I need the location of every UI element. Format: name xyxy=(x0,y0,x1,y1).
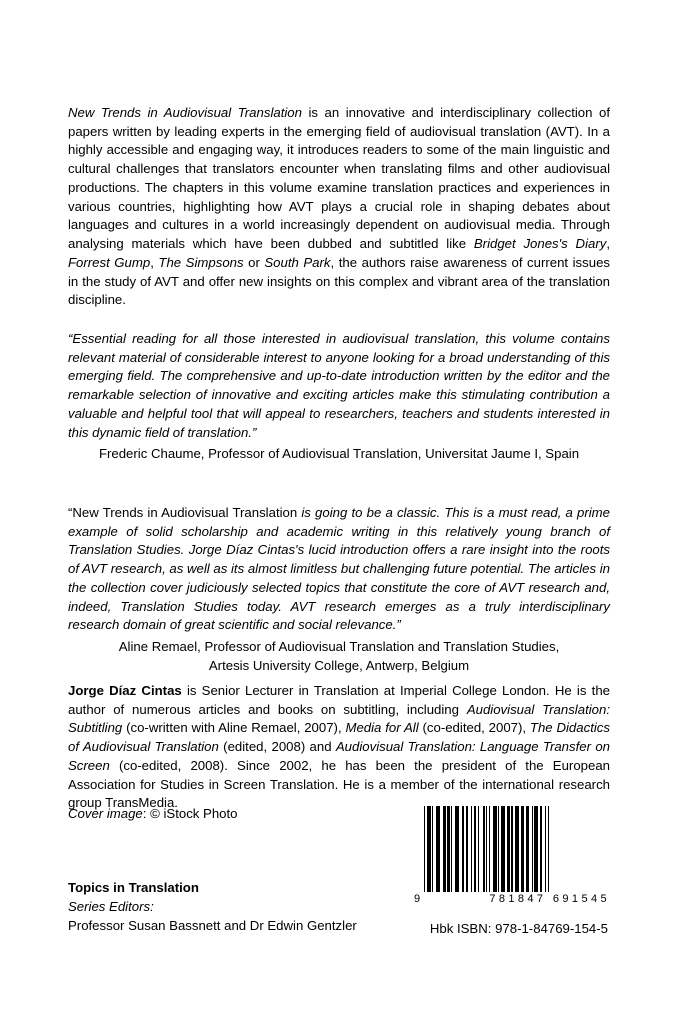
work-title-2: Media for All xyxy=(345,720,419,736)
review-quote-2-attribution-line-2: Artesis University College, Antwerp, Belgium xyxy=(208,657,470,673)
review-quote-2 xyxy=(68,504,610,676)
author-biography-text xyxy=(68,682,610,813)
isbn-text: Hbk ISBN: 978-1-84769-154-5 xyxy=(429,921,608,936)
review-quote-2-attribution-line-1: Aline Remael, Professor of Audiovisual Translation and Translation Studies, xyxy=(118,639,560,655)
book-description xyxy=(68,104,610,310)
review-quote-2-text xyxy=(68,504,610,635)
cover-image-label: Cover image xyxy=(68,806,143,821)
series-editors-label: Series Editors: xyxy=(68,899,154,915)
bio-text-1: is Senior Lecturer in Translation at Imperial College London. He is the author of numerous articles and books on subtitling, including xyxy=(68,683,610,717)
barcode-digits xyxy=(414,893,610,905)
description-text-1: is an innovative and interdisciplinary collection of papers written by leading experts in the emerging field of audiovisual translation (AVT). In a highly accessible and engaging way, it introduces readers to some of the main linguistic and cultural challenges that translators encounter when translating films and other audiovisual productions. The chapters in this volume examine translation practices and experiences in various countries, highlighting how AVT plays a crucial role in shaping debates about languages and cultures in a world increasingly dependent on audiovisual media. Through analysing materials which have been dubbed and subtitled like xyxy=(68,105,610,252)
barcode-block xyxy=(414,806,610,936)
work-title-3: The Didactics of Audiovisual Translation xyxy=(68,720,610,755)
series-info xyxy=(68,878,398,935)
review-quote-1-text: “Essential reading for all those interested in audiovisual translation, this volume contains relevant material of considerable interest to anyone looking for a broad understanding of this emerging field. The comprehensive and up-to-date introduction written by the editor and the remarkable selection of innovative and exciting articles make this stimulating contribution a valuable and helpful tool that will appeal to researchers, teachers and students interested in this dynamic field of translation.” xyxy=(68,331,610,440)
series-title: Topics in Translation xyxy=(68,880,199,895)
review-quote-2-body: is going to be a classic. This is a must read, a prime example of solid scholarship and academic writing in this relatively young branch of Translation Studies. Jorge Díaz Cintas's lucid introduction offers a rare insight into the roots of AVT research, as well as its almost limitless but challenging future potential. The articles in the collection cover judiciously selected topics that constitute the core of AVT research and, indeed, Translation Studies today. AVT research emerges as a truly interdisciplinary research domain of great scientific and social relevance.” xyxy=(68,505,611,633)
ean-barcode xyxy=(424,806,607,892)
review-quote-1-attribution: Frederic Chaume, Professor of Audiovisual Translation, Universitat Jaume I, Spain xyxy=(98,446,580,462)
cover-image-value: : © iStock Photo xyxy=(142,806,238,821)
film-title-3: The Simpsons xyxy=(158,254,244,270)
description-text-2: , the authors raise awareness of current issues in the study of AVT and offer new insights on this complex and vibrant area of the translation discipline. xyxy=(68,254,611,308)
separator-1: , xyxy=(606,236,610,252)
bio-sep-2: (co-edited, 2007), xyxy=(418,720,530,736)
review-quote-2-lead: “New Trends in Audiovisual Translation xyxy=(68,505,298,520)
description-paragraph xyxy=(68,104,610,310)
bio-sep-3: (edited, 2008) and xyxy=(218,739,336,755)
separator-3: or xyxy=(243,254,265,270)
bio-sep-1: (co-written with Aline Remael, 2007), xyxy=(122,720,346,736)
bio-text-2: (co-edited, 2008). Since 2002, he has been the president of the European Association for Studies in Screen Translation. He is a member of the international research group TransMedia. xyxy=(68,757,610,811)
book-title: New Trends in Audiovisual Translation xyxy=(68,105,302,120)
barcode-lead-digit: 9 xyxy=(414,893,421,905)
back-cover xyxy=(68,0,610,1020)
author-name: Jorge Díaz Cintas xyxy=(68,683,182,698)
film-title-4: South Park xyxy=(264,254,331,270)
author-biography xyxy=(68,682,610,813)
review-quote-1 xyxy=(68,330,610,464)
film-title-1: Bridget Jones's Diary xyxy=(473,236,607,252)
film-title-2: Forrest Gump xyxy=(68,254,151,270)
barcode-number: 781847 691545 xyxy=(489,893,610,905)
work-title-4: Audiovisual Translation: Language Transfer on Screen xyxy=(68,739,610,773)
work-title-1: Audiovisual Translation: Subtitling xyxy=(68,701,610,736)
series-editors-names: Professor Susan Bassnett and Dr Edwin Gentzler xyxy=(68,918,357,934)
separator-2: , xyxy=(150,254,159,270)
